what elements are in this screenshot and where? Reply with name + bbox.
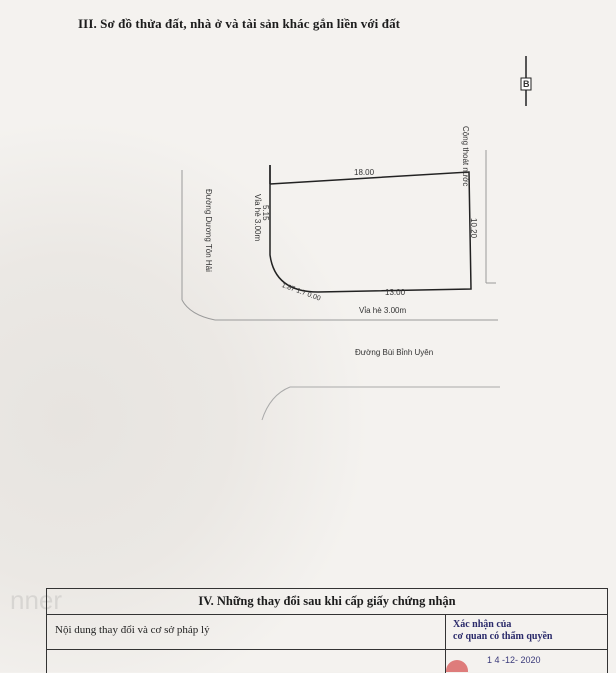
edge-right-length: 10.20 <box>469 218 478 239</box>
edge-bottom-length: 13.00 <box>385 288 406 297</box>
plot-boundary <box>270 165 471 292</box>
north-label: B <box>523 79 530 89</box>
bottom-sidewalk-width: Vỉa hè 3.00m <box>359 306 407 315</box>
left-road-name: Đường Dương Tôn Hải <box>204 189 213 272</box>
bottom-road-name: Đường Bùi Bỉnh Uyên <box>355 348 434 357</box>
section-iv-title: IV. Những thay đổi sau khi cấp giấy chứng nhận <box>47 589 607 615</box>
corner-note: 1.87 1.7 0.00 <box>280 282 322 303</box>
column-divider <box>445 615 446 673</box>
scanner-watermark: nner <box>10 585 63 615</box>
section-iii-title: III. Sơ đồ thửa đất, nhà ở và tài sản khác gắn liền với đất <box>78 16 401 31</box>
changes-table <box>46 588 608 673</box>
stamp-date: 1 4 -12- 2020 <box>487 655 541 665</box>
left-sidewalk-width: Vỉa hè 3.00m <box>253 194 262 242</box>
right-boundary-label: Cộng thoát nước <box>461 126 470 187</box>
authority-confirmation-header <box>453 619 603 643</box>
edge-left-length: 5.15 <box>261 205 270 221</box>
authority-line-2: cơ quan có thẩm quyền <box>453 631 553 642</box>
change-content-header: Nội dung thay đổi và cơ sở pháp lý <box>55 624 210 636</box>
authority-line-1: Xác nhận của <box>453 619 512 630</box>
edge-top-length: 18.00 <box>354 168 375 177</box>
